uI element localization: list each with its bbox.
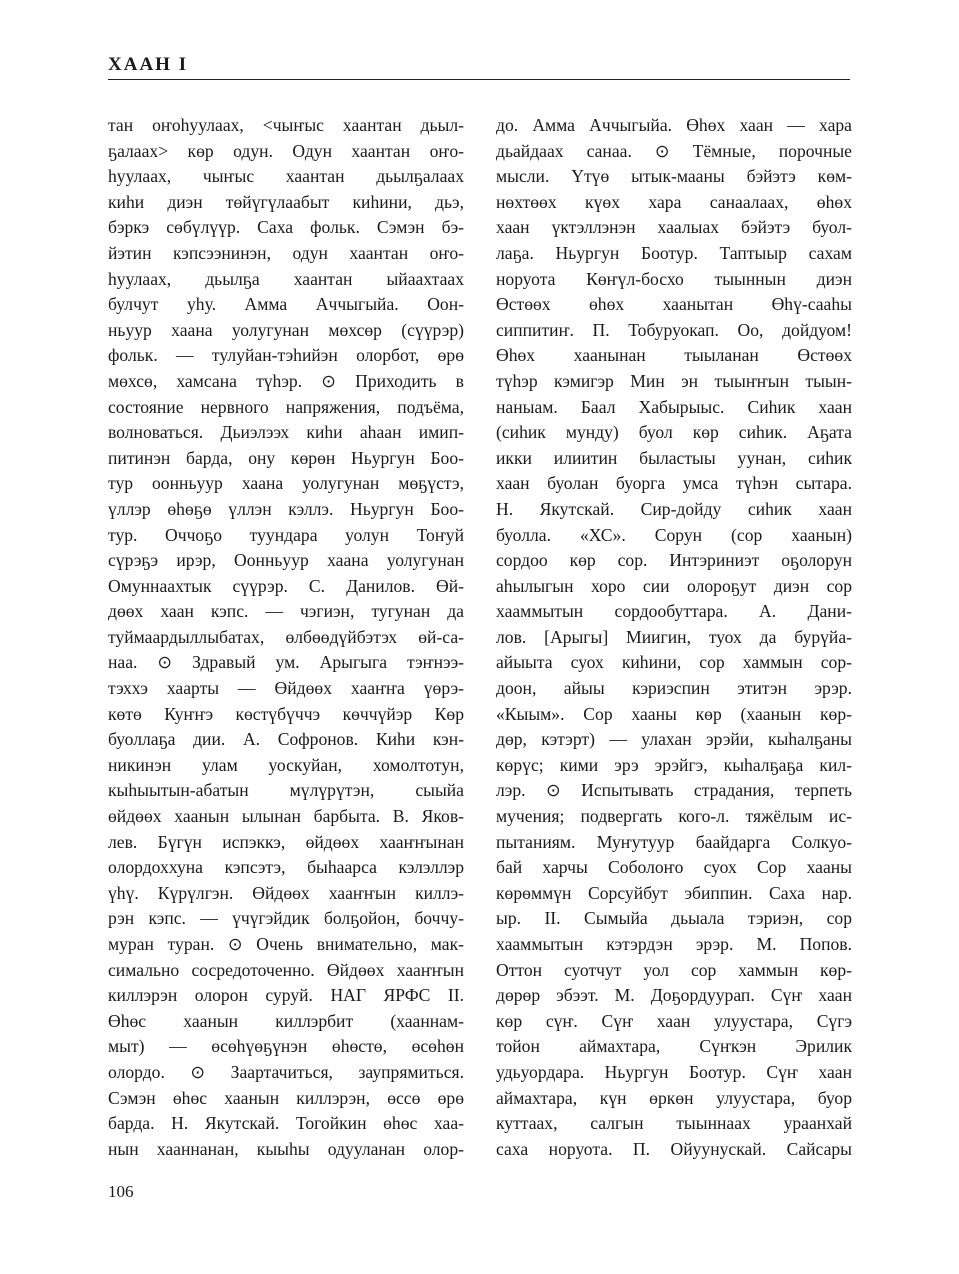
text-line: көр сүҥ. Сүҥ хаан улуустара, Сүгэ — [496, 1010, 852, 1031]
header-rule — [108, 79, 850, 80]
text-line: волноваться. Дьиэлээх киһи аһаан имип- — [108, 422, 464, 443]
text-line: Н. Якутскай. Сир-дойду сиһик хаан — [496, 498, 852, 519]
text-line: норуота Көҥүл-босхо тыыннын диэн — [496, 268, 852, 289]
text-line: Өһөс хаанын киллэрбит (хааннам- — [108, 1010, 464, 1031]
text-line: ҕалаах> көр одун. Одун хаантан оҥо- — [108, 140, 464, 161]
text-line: муран туран. ⊙ Очень внимательно, мак- — [108, 934, 464, 954]
text-line: мөхсө, хамсана түһэр. ⊙ Приходить в — [108, 370, 464, 391]
text-line: доон, айыы кэриэспин этитэн эрэр. — [496, 678, 852, 699]
text-line: тойон аймахтара, Сүҥкэн Эрилик — [496, 1036, 852, 1057]
text-line: хааммытын кэтэрдэн эрэр. М. Попов. — [496, 934, 852, 954]
text-line: олордо. ⊙ Заартачиться, заупрямиться. — [108, 1061, 464, 1082]
text-line: туймаардыллыбатах, өлбөөдүйбэтэх өй-са- — [108, 626, 464, 647]
text-line: нөхтөөх күөх хара санаалаах, өһөх — [496, 191, 852, 212]
text-line: буолла. «ХС». Сорун (сор хаанын) — [496, 524, 852, 545]
text-line: нын хааннанан, кыыһы одууланан олор- — [108, 1138, 464, 1159]
text-line: удьуордара. Ньургун Боотур. Сүҥ хаан — [496, 1061, 852, 1082]
text-line: дөрөр эбээт. М. Доҕордуурап. Сүҥ хаан — [496, 985, 852, 1006]
text-line: көрүс; кими эрэ эрэйгэ, кыһалҕаҕа кил- — [496, 754, 852, 775]
text-line: булчут уһу. Амма Аччыгыйа. Оон- — [108, 294, 464, 315]
text-line: сүрэҕэ ирэр, Оонньуур хаана уолугунан — [108, 550, 464, 571]
text-line: мучения; подвергать кого-л. тяжёлым ис- — [496, 806, 852, 827]
text-line: буоллаҕа дии. А. Софронов. Киһи кэн- — [108, 729, 464, 750]
text-line: «Кыым». Сор хааны көр (хаанын көр- — [496, 703, 852, 724]
text-line: аһылыгын хоро сии олороҕут диэн сор — [496, 575, 852, 596]
text-line: түһэр кэмигэр Мин эн тыыҥҥын тыын- — [496, 370, 852, 391]
text-line: киһи диэн төйүгүлаабыт киһини, дьэ, — [108, 191, 464, 212]
text-line: айыыта суох киһини, сор хаммын сор- — [496, 652, 852, 673]
text-line: кыһыытын-абатын мүлүрүтэн, сыыйа — [108, 780, 464, 801]
text-line: Өстөөх өһөх хаанытан Өһү-сааһы — [496, 294, 852, 315]
text-line: ньуур хаана уолугунан мөхсөр (сүүрэр) — [108, 319, 464, 340]
text-line: симально сосредоточенно. Өйдөөх хааҥҥын — [108, 959, 464, 980]
text-line: состояние нервного напряжения, подъёма, — [108, 396, 464, 417]
page-number: 106 — [108, 1182, 134, 1201]
text-line: рэн кэпс. — үчүгэйдик болҕойон, боччу- — [108, 908, 464, 929]
text-line: тур. Оччоҕо туундара уолун Тоҥуй — [108, 524, 464, 545]
text-line: пытаниям. Муҥутуур баайдарга Солкуо- — [496, 831, 852, 852]
text-line: никинэн улам уоскуйан, хомолтотун, — [108, 754, 464, 775]
text-line: йэтин кэпсээнинэн, одун хаантан оҥо- — [108, 242, 464, 263]
text-line: үллэр өһөҕө үллэн кэллэ. Ньургун Боо- — [108, 498, 464, 519]
text-line: наа. ⊙ Здравый ум. Арыгыга тэҥнээ- — [108, 652, 464, 673]
text-line: сиппитиҥ. П. Тобуруокап. Оо, дойдуом! — [496, 319, 852, 340]
text-line: куттаах, салгын тыыннаах ураанхай — [496, 1113, 852, 1134]
text-line: һуулаах, чыҥыс хаантан дьылҕалаах — [108, 166, 464, 187]
text-line: дөр, кэтэрт) — улахан эрэйи, кыһалҕаны — [496, 729, 852, 750]
left-column — [108, 113, 464, 1162]
text-line: лэр. ⊙ Испытывать страдания, терпеть — [496, 780, 852, 801]
text-line: дөөх хаан кэпс. — чэгиэн, тугунан да — [108, 601, 464, 622]
text-line: өйдөөх хаанын ылынан барбыта. В. Яков- — [108, 806, 464, 827]
text-line: аймахтара, күн өркөн улуустара, буор — [496, 1087, 852, 1108]
text-line: мысли. Үтүө ытык-мааны бэйэтэ көм- — [496, 166, 852, 187]
text-line: питинэн барда, ону көрөн Ньургун Боо- — [108, 447, 464, 468]
text-line: олордоххуна кэпсэтэ, быһаарса кэлэллэр — [108, 857, 464, 878]
text-line: дьайдаах санаа. ⊙ Тёмные, порочные — [496, 140, 852, 161]
running-head: ХААН I — [108, 54, 189, 75]
text-line: фольк. — тулуйан-тэһийэн олорбот, өрө — [108, 345, 464, 366]
text-line: киллэрэн олорон суруй. НАГ ЯРФС II. — [108, 985, 464, 1006]
text-line: бай харчы Соболоҥо суох Сор хааны — [496, 857, 852, 878]
text-line: икки илиитин быластыы уунан, сиһик — [496, 447, 852, 468]
text-line: лев. Бүгүн испэккэ, өйдөөх хааҥҥынан — [108, 831, 464, 852]
text-line: бэркэ сөбүлүүр. Саха фольк. Сэмэн бэ- — [108, 217, 464, 238]
text-line: барда. Н. Якутскай. Тогойкин өһөс хаа- — [108, 1113, 464, 1134]
text-line: хаан буолан буорга умса түһэн сытара. — [496, 473, 852, 494]
text-line: Өһөх хаанынан тыыланан Өстөөх — [496, 345, 852, 366]
text-line: саха норуота. П. Ойуунускай. Сайсары — [496, 1138, 852, 1159]
text-line: тур оонньуур хаана уолугунан мөҕүстэ, — [108, 473, 464, 494]
text-line: көрөммүн Сорсуйбут эбиппин. Саха нар. — [496, 882, 852, 903]
text-line: үһү. Күрүлгэн. Өйдөөх хааҥҥын киллэ- — [108, 882, 464, 903]
text-line: һуулаах, дьылҕа хаантан ыйаахтаах — [108, 268, 464, 289]
text-line: хаан үктэллэнэн хаалыах бэйэтэ буол- — [496, 217, 852, 238]
text-line: лаҕа. Ньургун Боотур. Таптыыр сахам — [496, 242, 852, 263]
text-line: көтө Куҥҥэ көстүбүччэ көччүйэр Көр — [108, 703, 464, 724]
text-line: тэххэ хаарты — Өйдөөх хааҥҥа үөрэ- — [108, 678, 464, 699]
right-column — [496, 113, 852, 1162]
text-line: до. Амма Аччыгыйа. Өһөх хаан — хара — [496, 115, 852, 135]
text-line: (сиһик мунду) буол көр сиһик. Аҕата — [496, 422, 852, 443]
text-line: ыр. II. Сымыйа дьыала тэриэн, сор — [496, 908, 852, 929]
text-line: наныам. Баал Хабырыыс. Сиһик хаан — [496, 396, 852, 417]
text-line: тан оҥоһуулаах, <чыҥыс хаантан дьыл- — [108, 115, 464, 135]
text-line: Омуннаахтык сүүрэр. С. Данилов. Өй- — [108, 575, 464, 596]
text-line: Сэмэн өһөс хаанын киллэрэн, өссө өрө — [108, 1087, 464, 1108]
text-line: лов. [Арыгы] Миигин, туох да бурүйа- — [496, 626, 852, 647]
text-line: Оттон суотчут уол сор хаммын көр- — [496, 959, 852, 980]
text-line: мыт) — өсөһүөҕүнэн өһөстө, өсөһөн — [108, 1036, 464, 1057]
text-line: сордоо көр сор. Интэриниэт оҕолорун — [496, 550, 852, 571]
text-line: хааммытын сордообуттара. А. Дани- — [496, 601, 852, 622]
